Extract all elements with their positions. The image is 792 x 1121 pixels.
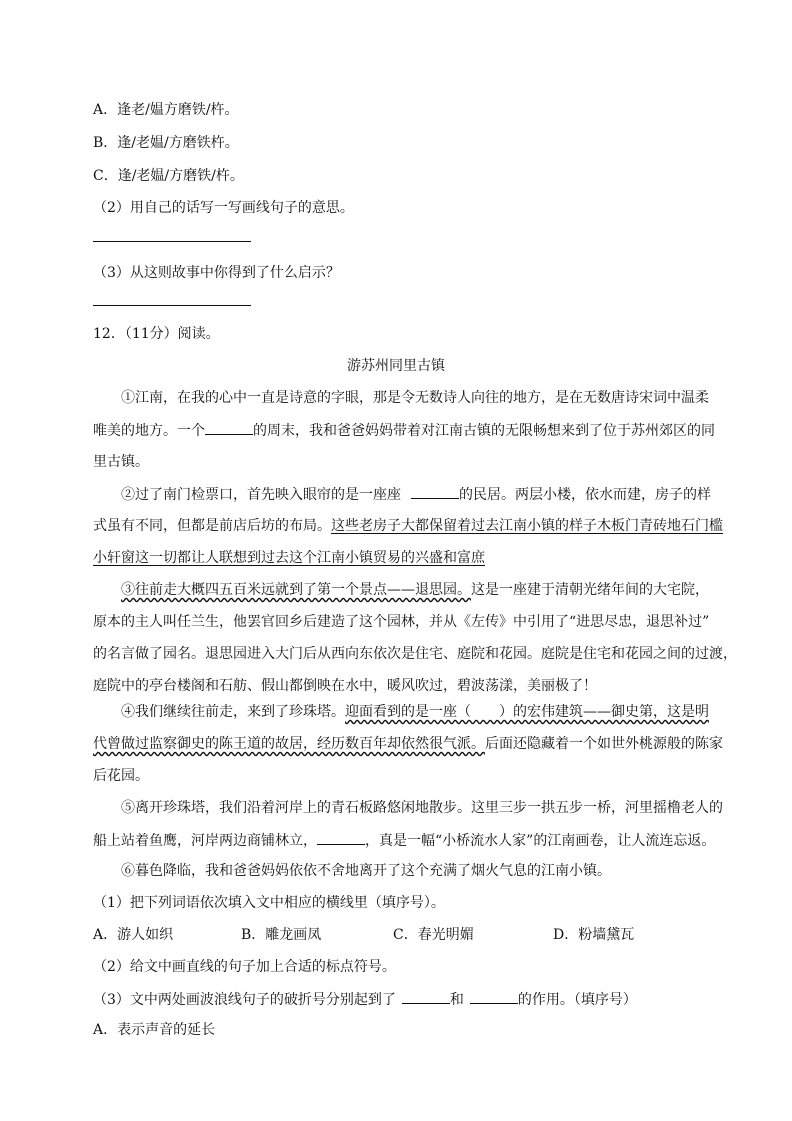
p1-row3: 里古镇。	[93, 454, 149, 470]
underlined-sentence-1: 这些老房子大都保留着过去江南小镇的样子木板门青砖地石门槛	[331, 518, 723, 534]
p1-row2	[93, 420, 713, 452]
p3-row1	[93, 580, 713, 612]
sub3-text-c: 的作用。（填序号）	[517, 992, 637, 1008]
p2-text-c: 式虽有不同，但都是前店后坊的布局。	[93, 518, 331, 534]
answer-line-1	[93, 241, 251, 242]
p5-row2	[93, 830, 716, 862]
option-d-word: D．粉墙黛瓦	[553, 927, 635, 943]
option-c-word: C．春光明媚	[393, 927, 474, 943]
q11-sub2: （2）用自己的话写一写画线句子的意思。	[93, 200, 354, 216]
p3-row4: 庭院中的亭台楼阁和石舫、假山都倒映在水中，暖风吹过，碧波荡漾，美丽极了！	[93, 678, 597, 694]
wavy-sentence-1: ③往前走大概四五百米远就到了第一个景点——退思园。	[121, 582, 471, 598]
wavy-sentence-2b: 代曾做过监察御史的陈王道的故居，经历数百年却依然很气派。	[93, 736, 485, 752]
p4-text-b: 后面还隐藏着一个如世外桃源般的陈家	[485, 736, 723, 752]
p1-text-b: 的周末，我和爸爸妈妈带着对江南古镇的无限畅想来到了位于苏州郊区的同	[253, 423, 715, 439]
sub1-options	[93, 925, 634, 945]
p5-text-b: ，真是一幅“小桥流水人家”的江南画卷，让人流连忘返。	[365, 833, 716, 849]
underlined-sentence-2: 小轩窗这一切都让人联想到过去这个江南小镇贸易的兴盛和富庶	[93, 550, 485, 566]
option-b-word: B．雕龙画凤	[241, 927, 322, 943]
paragraph-2	[93, 484, 723, 580]
q12-sub3	[93, 989, 637, 1010]
option-a: A．逢老/媪方磨铁/杵。	[93, 102, 239, 118]
option-a-word: A．游人如织	[93, 927, 174, 943]
fill-blank-4[interactable]	[402, 989, 450, 1004]
q12-header: 12．（11分）阅读。	[93, 326, 220, 342]
p4-row2	[93, 734, 723, 766]
p3-row2: 原本的主人叫任兰生，他罢官回乡后建造了这个园林，并从《左传》中引用了“进思尽忠，退思补过”	[93, 614, 710, 630]
answer-line-2	[93, 305, 251, 306]
p1-text-a: 唯美的地方。一个	[93, 423, 205, 439]
fill-blank-3[interactable]	[317, 830, 365, 845]
p4-row1	[93, 702, 713, 734]
passage-title: 游苏州同里古镇	[347, 358, 445, 374]
sub3-text-b: 和	[449, 992, 464, 1008]
p5-row1: ⑤离开珍珠塔，我们沿着河岸上的青石板路悠闲地散步。这里三步一拱五步一桥，河里摇橹老人的	[121, 800, 723, 816]
paragraph-3	[93, 580, 737, 708]
wavy-sentence-2a: 迎面看到的是一座（ ）的宏伟建筑——御史第，这是明	[345, 704, 709, 720]
p3-text-b: 这是一座建于清朝光绪年间的大宅院，	[471, 582, 709, 598]
q12-sub2: （2）给文中画直线的句子加上合适的标点符号。	[93, 959, 396, 975]
paragraph-1	[93, 388, 713, 484]
p4-row3: 后花园。	[93, 768, 149, 784]
option-c: C．逢/老媪/方磨铁/杵。	[93, 168, 244, 184]
p2-text-a: ②过了南门检票口，首先映入眼帘的是一座座	[121, 487, 401, 503]
p2-row1	[93, 484, 713, 516]
p2-row2	[93, 516, 723, 548]
option-b: B．逢/老媪/方磨铁杵。	[93, 135, 239, 151]
p3-row3: 的名言做了园名。退思园进入大门后从西向东依次是住宅、庭院和花园。庭院是住宅和花园之间的过渡，	[93, 646, 737, 662]
p2-row3	[93, 548, 713, 580]
fill-blank-5[interactable]	[470, 989, 518, 1004]
sub3-option-a: A．表示声音的延长	[93, 1022, 216, 1038]
paragraph-4	[93, 702, 723, 798]
fill-blank-1[interactable]	[205, 420, 253, 435]
fill-blank-2[interactable]	[411, 484, 459, 499]
p4-text-a: ④我们继续往前走，来到了珍珠塔。	[121, 704, 345, 720]
q11-sub3: （3）从这则故事中你得到了什么启示？	[93, 265, 340, 281]
sub3-text-a: （3）文中两处画波浪线句子的破折号分别起到了	[93, 992, 396, 1008]
p2-text-b: 的民居。两层小楼，依水而建，房子的样	[459, 487, 711, 503]
q12-sub1: （1）把下列词语依次填入文中相应的横线里（填序号）。	[93, 895, 445, 911]
paragraph-5	[93, 798, 723, 862]
paragraph-6	[93, 861, 713, 893]
p1-row1: ①江南，在我的心中一直是诗意的字眼，那是令无数诗人向往的地方，是在无数唐诗宋词中温柔	[121, 390, 709, 406]
p6-row1: ⑥暮色降临，我和爸爸妈妈依依不舍地离开了这个充满了烟火气息的江南小镇。	[121, 863, 611, 879]
p5-text-a: 船上站着鱼鹰，河岸两边商铺林立，	[93, 833, 317, 849]
